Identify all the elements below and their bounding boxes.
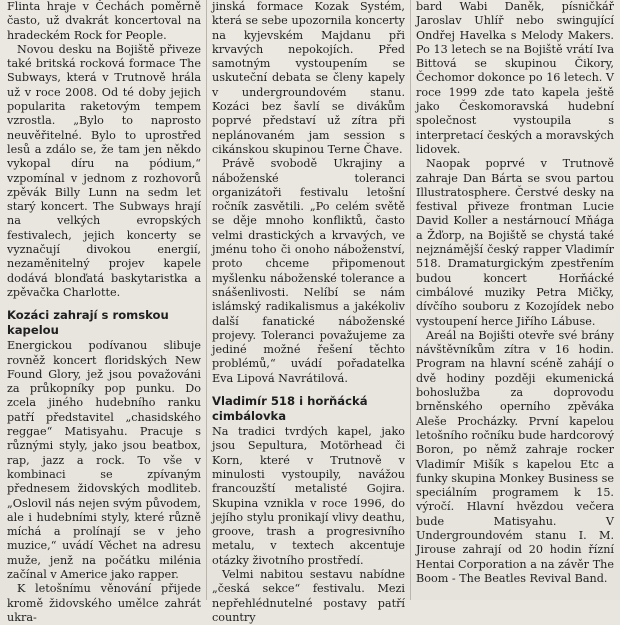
paragraph: Na tradici tvrdých kapel, jako jsou Sepultura, Motörhead či Korn, které v Trutnově v minulosti vystoupily, navážou francouzští metalisté Gojira. Skupina vznikla v roce 1996, do jejího stylu pronikají vlivy deathu, groove, trash a progresivního metalu, v textech akcentuje otázky životního prostředí. — [212, 425, 405, 567]
column-divider-right — [410, 0, 411, 600]
paragraph: Energickou podívanou slibuje rovněž koncert floridských New Found Glory, jež jsou považováni za průkopníky pop punku. Do zcela jiného hudebního ranku patří představitel „chasidského reggae“ Matisyahu. Pracuje s různými styly, jako jsou beatbox, rap, jazz a rock. To vše v kombinaci se zpívaným přednesem židovských modliteb. „Oslovil nás nejen svým původem, ale i hudebními styly, které různě míchá a prolínají se v jeho muzice,“ uvádí Věchet na adresu muže, jenž na počátku milénia začínal v Americe jako rapper. — [7, 339, 201, 581]
article-column-1 — [7, 0, 201, 624]
paragraph: Novou desku na Bojiště přiveze také britská rocková formace The Subways, která v Trutnově hrála už v roce 2008. Od té doby jejich popularita raketovým tempem vzrostla. „Bylo to naprosto neuvěřitelné. Bylo to uprostřed lesů a zdálo se, že tam jen někdo vykopal díru na pódium,“ vzpomínal v jednom z rozhovorů zpěvák Billy Lunn na sedm let starý koncert. The Subways hrají na velkých evropských festivalech, jejich koncerty se vyznačují divokou energií, nezaměnitelný projev kapele dodává blonďatá baskytaristka a zpěvačka Charlotte. — [7, 42, 201, 299]
article-column-2 — [212, 0, 405, 624]
paragraph: Velmi nabitou sestavu nabídne „česká sekce“ festivalu. Mezi nepřehlédnutelné postavy patří country — [212, 567, 405, 624]
paragraph: jinská formace Kozak Systém, která se sebe upozornila koncerty na kyjevském Majdanu při krvavých nepokojích. Před samotným vystoupením se uskuteční debata se členy kapely v undergroundovém stanu. Kozáci bez šavlí se divákům poprvé představí už zítra při neplánovaném jam session s cikánskou skupinou Terne Čhave. — [212, 0, 405, 156]
paragraph: Flinta hraje v Čechách poměrně často, už dvakrát koncertoval na hradeckém Rock for People. — [7, 0, 201, 42]
section-heading: Vladimír 518 i horňácká cimbálovka — [212, 394, 368, 423]
article-column-3 — [416, 0, 614, 600]
column-divider-left — [206, 0, 207, 600]
paragraph: Areál na Bojišti otevře své brány návštěvníkům zítra v 16 hodin. Program na hlavní scéně zahájí o dvě hodiny později ekumenická bohoslužba za doprovodu brněnského operního zpěváka Aleše Procházky. První kapelou letošního ročníku bude hardcorový Boron, po němž zahraje rocker Vladimír Mišík s kapelou Etc a funky skupina Monkey Business se speciálním programem k 15. výročí. Hlavní hvězdou večera bude Matisyahu. V Undergroundovém stanu I. M. Jirouse zahrají od 20 hodin řízní Hentai Corporation a na závěr The Boom - The Beatles Revival Band. — [416, 328, 614, 585]
paragraph: K letošnímu věnování přijede kromě židovského umělce zahrát ukra- — [7, 582, 201, 624]
paragraph: Naopak poprvé v Trutnově zahraje Dan Bárta se svou partou Illustratosphere. Čerstvé desky na festival přiveze frontman Lucie David Koller a nestárnoucí Mňága a Žďorp, na Bojiště se chystá také nejznámější český rapper Vladimír 518. Dramaturgickým zpestřením budou koncert Horňácké cimbálové muziky Petra Mičky, dívčího souboru z Kozojídek nebo vystoupení herce Jiřího Lábuse. — [416, 157, 614, 328]
paragraph: bard Wabi Daněk, písničkář Jaroslav Uhlíř nebo swingující Ondřej Havelka s Melody Makers. Po 13 letech se na Bojiště vrátí Iva Bittová se skupinou Čikory, Čechomor dokonce po 16 letech. V roce 1999 zde tato kapela ještě jako Českomoravská hudební společnost vystoupila s interpretací českých a moravských lidovek. — [416, 0, 614, 156]
paragraph: Právě svobodě Ukrajiny a náboženské toleranci organizátoři festivalu letošní ročník zasvětili. „Po celém světě se děje mnoho konfliktů, často velmi drastických a krvavých, ve jménu toho či onoho náboženství, proto chceme připomenout myšlenku náboženské tolerance a snášenlivosti. Nelíbí se nám islámský radikalismus a jakékoliv další fanatické náboženské projevy. Toleranci považujeme za jediné možné řešení těchto problémů,“ uvádí pořadatelka Eva Lipová Navrátilová. — [212, 157, 405, 385]
section-heading: Kozáci zahrají s romskou kapelou — [7, 308, 169, 337]
